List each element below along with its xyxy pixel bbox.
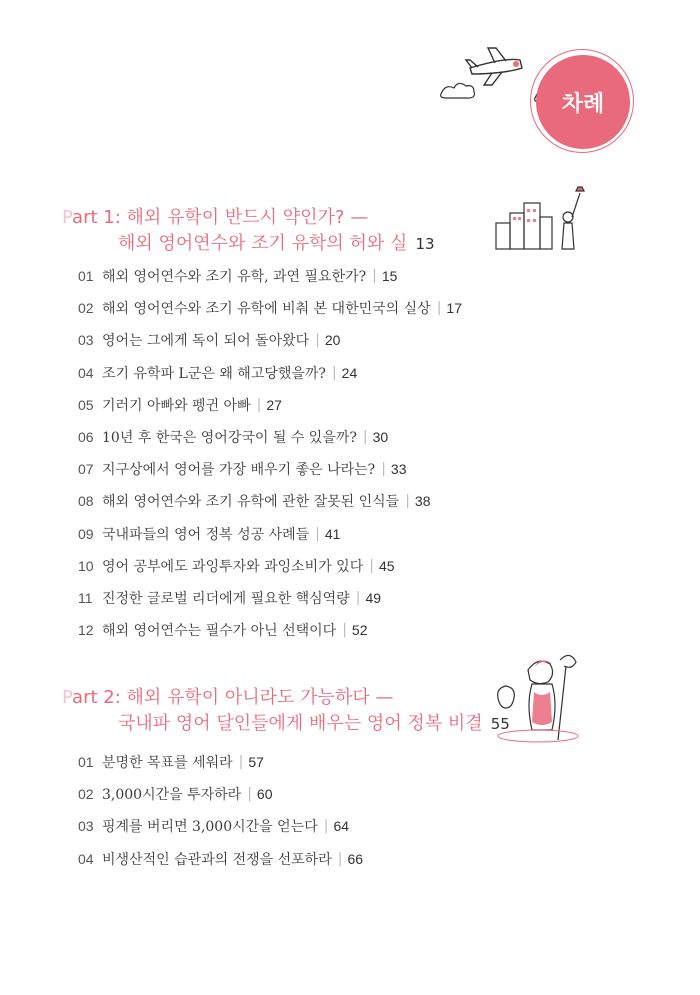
toc-item-title: 영어는 그에게 독이 되어 돌아왔다 — [102, 333, 310, 350]
contents-badge-label: 차례 — [561, 91, 605, 117]
toc-item-page: 64 — [333, 818, 350, 835]
toc-item[interactable]: 03 영어는 그에게 독이 되어 돌아왔다 | 20 — [78, 332, 341, 350]
toc-item[interactable]: 02 3,000시간을 투자하라 | 60 — [78, 786, 273, 804]
part2-prefix: P — [62, 687, 73, 708]
toc-item-number: 05 — [78, 396, 94, 413]
toc-item-number: 03 — [78, 818, 94, 835]
toc-item-number: 04 — [78, 364, 94, 381]
toc-item[interactable]: 10 영어 공부에도 과잉투자와 과잉소비가 있다 | 45 — [78, 557, 395, 575]
part2-toc-list — [78, 746, 518, 875]
toc-item-number: 02 — [78, 300, 94, 317]
toc-item[interactable]: 04 비생산적인 습관과의 전쟁을 선포하라 | 66 — [78, 850, 364, 868]
toc-item-title: 비생산적인 습관과의 전쟁을 선포하라 — [102, 851, 332, 868]
toc-item[interactable]: 06 10년 후 한국은 영어강국이 될 수 있을까? | 30 — [78, 429, 389, 447]
toc-item-title: 진정한 글로벌 리더에게 필요한 핵심역량 — [102, 590, 350, 607]
part2-label: art 2 — [72, 687, 115, 708]
toc-item-title: 지구상에서 영어를 가장 배우기 좋은 나라는? — [102, 462, 376, 479]
toc-item-number: 09 — [78, 525, 94, 542]
cartoon-figure-icon — [488, 640, 588, 750]
toc-item-number: 07 — [78, 461, 94, 478]
part2-title-line2: 국내파 영어 달인들에게 배우는 영어 정복 비결 — [118, 713, 483, 734]
toc-item[interactable]: 12 해외 영어연수는 필수가 아닌 선택이다 | 52 — [78, 622, 368, 640]
toc-item-title: 해외 영어연수는 필수가 아닌 선택이다 — [102, 623, 337, 640]
toc-item[interactable]: 08 해외 영어연수와 조기 유학에 관한 잘못된 인식들 | 38 — [78, 493, 431, 511]
toc-item-page: 24 — [341, 364, 358, 381]
toc-item-page: 38 — [414, 493, 431, 510]
part2-title-line1: : 해외 유학이 아니라도 가능하다 — — [114, 687, 394, 708]
part2-title — [62, 685, 510, 737]
toc-item-page: 30 — [372, 429, 389, 446]
toc-item-number: 03 — [78, 332, 94, 349]
toc-item-page: 49 — [365, 589, 382, 606]
toc-item-number: 10 — [78, 557, 94, 574]
toc-item-page: 52 — [351, 622, 368, 639]
toc-item[interactable]: 01 해외 영어연수와 조기 유학, 과연 필요한가? | 15 — [78, 268, 398, 286]
toc-item-number: 11 — [78, 589, 93, 606]
toc-item-page: 33 — [390, 461, 407, 478]
part1-prefix: P — [62, 207, 73, 228]
toc-item-page: 20 — [324, 332, 341, 349]
part2-page: 55 — [490, 715, 510, 733]
toc-item-title: 조기 유학파 L군은 왜 해고당했을까? — [102, 365, 326, 382]
toc-item[interactable]: 09 국내파들의 영어 정복 성공 사례들 | 41 — [78, 525, 341, 543]
part1-title — [62, 205, 435, 257]
part1-title-line2: 해외 영어연수와 조기 유학의 허와 실 — [118, 233, 408, 254]
toc-item-title: 영어 공부에도 과잉투자와 과잉소비가 있다 — [102, 558, 364, 575]
statue-of-liberty-icon — [562, 187, 584, 249]
toc-item-page: 15 — [381, 268, 398, 285]
toc-item-title: 해외 영어연수와 조기 유학, 과연 필요한가? — [102, 269, 367, 286]
toc-item-title: 국내파들의 영어 정복 성공 사례들 — [102, 526, 310, 543]
toc-item-page: 66 — [347, 850, 364, 867]
part1-title-line1: : 해외 유학이 반드시 약인가? — — [114, 207, 369, 228]
toc-item-page: 41 — [324, 525, 341, 542]
toc-item[interactable]: 03 핑계를 버리면 3,000시간을 얻는다 | 64 — [78, 818, 350, 836]
city-skyline-icon — [490, 183, 590, 253]
contents-badge — [536, 55, 630, 149]
toc-item[interactable]: 02 해외 영어연수와 조기 유학에 비춰 본 대한민국의 실상 | 17 — [78, 300, 462, 318]
part1-toc-list — [78, 260, 518, 646]
toc-item[interactable]: 01 분명한 목표를 세워라 | 57 — [78, 754, 264, 772]
toc-item-number: 12 — [78, 622, 94, 639]
toc-item-title: 분명한 목표를 세워라 — [102, 755, 233, 772]
toc-item-title: 10년 후 한국은 영어강국이 될 수 있을까? — [102, 430, 357, 447]
toc-item[interactable]: 07 지구상에서 영어를 가장 배우기 좋은 나라는? | 33 — [78, 461, 407, 479]
toc-item-title: 해외 영어연수와 조기 유학에 관한 잘못된 인식들 — [102, 494, 400, 511]
toc-item-number: 01 — [78, 754, 94, 771]
toc-item-title: 핑계를 버리면 3,000시간을 얻는다 — [102, 819, 318, 836]
part1-label: art 1 — [72, 207, 115, 228]
toc-item-number: 02 — [78, 786, 94, 803]
toc-item[interactable]: 04 조기 유학파 L군은 왜 해고당했을까? | 24 — [78, 364, 358, 382]
toc-item-number: 06 — [78, 429, 94, 446]
toc-item[interactable]: 11 진정한 글로벌 리더에게 필요한 핵심역량 | 49 — [78, 589, 382, 607]
toc-item-number: 04 — [78, 850, 94, 867]
toc-item-number: 01 — [78, 268, 94, 285]
toc-item-title: 3,000시간을 투자하라 — [102, 787, 242, 804]
toc-item-number: 08 — [78, 493, 94, 510]
toc-item-page: 57 — [248, 754, 264, 771]
toc-item-page: 27 — [266, 396, 282, 413]
toc-item-page: 60 — [256, 786, 273, 803]
toc-item-title: 해외 영어연수와 조기 유학에 비춰 본 대한민국의 실상 — [102, 301, 431, 318]
toc-item-page: 17 — [446, 300, 462, 317]
toc-item-title: 기러기 아빠와 펭귄 아빠 — [102, 397, 251, 414]
toc-item-page: 45 — [378, 557, 395, 574]
toc-item[interactable]: 05 기러기 아빠와 펭귄 아빠 | 27 — [78, 396, 282, 414]
part1-page: 13 — [415, 235, 435, 253]
